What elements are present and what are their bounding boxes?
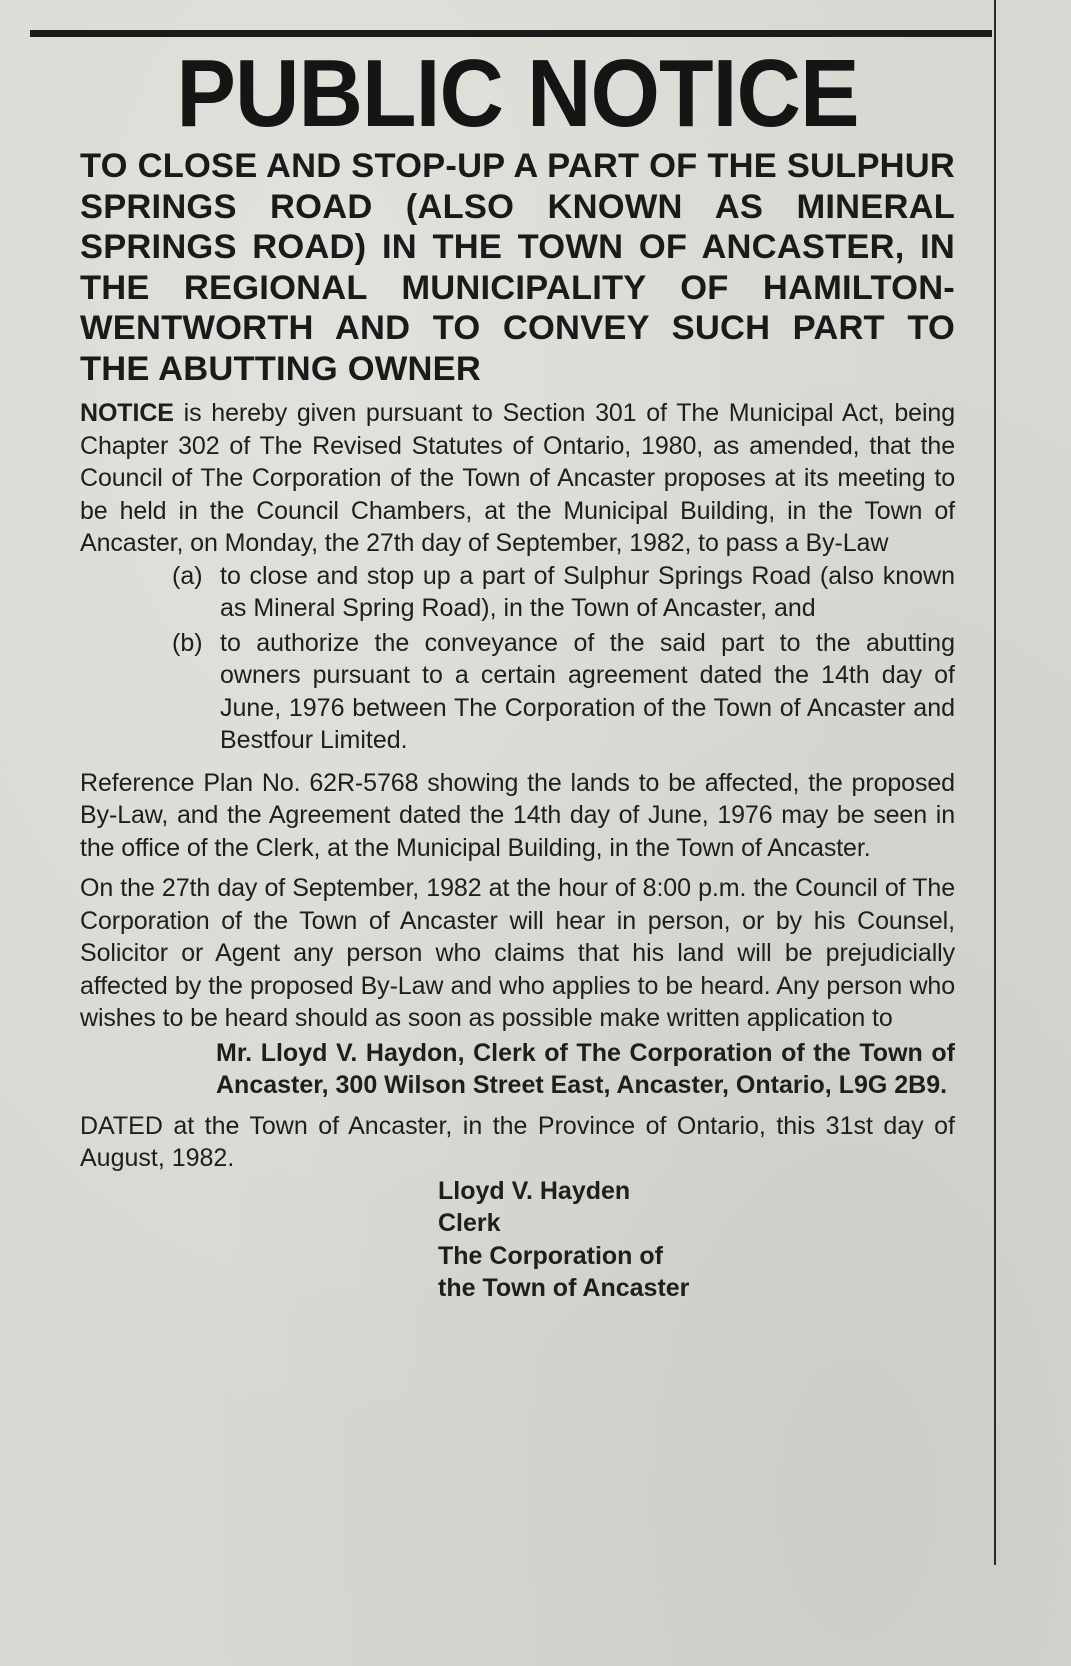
top-rule bbox=[30, 30, 992, 37]
bylaw-item-b bbox=[80, 627, 955, 757]
intro-text: is hereby given pursuant to Section 301 of The Municipal Act, being Chapter 302 of The Revised Statutes of Ontario, 1980, as amended, that the Council of The Corporation of the Town of Ancaster proposes at its meeting to be held in the Council Chambers, at the Municipal Building, in the Town of Ancaster, on Monday, the 27th day of September, 1982, to pass a By-Law bbox=[80, 399, 955, 557]
reference-paragraph: Reference Plan No. 62R-5768 showing the lands to be affected, the proposed By-Law, and the Agreement dated the 14th day of June, 1976 may be seen in the office of the Clerk, at the Municipal Building, in the Town of Ancaster. bbox=[80, 768, 955, 862]
notice-subheadline: TO CLOSE AND STOP-UP A PART OF THE SULPHUR SPRINGS ROAD (ALSO KNOWN AS MINERAL SPRINGS ROAD) IN THE TOWN OF ANCASTER, IN THE REGIONAL MUNICIPALITY OF HAMILTON-WENTWORTH AND TO CONVEY SUCH PART TO THE ABUTTING OWNER bbox=[80, 147, 955, 388]
signature-block bbox=[438, 1175, 955, 1305]
public-notice bbox=[80, 40, 955, 1305]
signature-title: Clerk bbox=[438, 1209, 501, 1237]
hearing-paragraph: On the 27th day of September, 1982 at the hour of 8:00 p.m. the Council of The Corporation of the Town of Ancaster will hear in person, or by his Counsel, Solicitor or Agent any person who claims that his land will be prejudicially affected by the proposed By-Law and who applies to be heard. Any person who wishes to be heard should as soon as possible make written application to bbox=[80, 874, 955, 1032]
signature-org-line-1: The Corporation of bbox=[438, 1241, 663, 1270]
column-rule bbox=[994, 0, 996, 1565]
bylaw-item-a bbox=[80, 560, 955, 625]
item-text: to close and stop up a part of Sulphur Springs Road (also known as Mineral Spring Road), in the Town of Ancaster, and bbox=[220, 561, 955, 622]
clerk-address: Mr. Lloyd V. Haydon, Clerk of The Corporation of the Town of Ancaster, 300 Wilson Street East, Ancaster, Ontario, L9G 2B9. bbox=[216, 1038, 955, 1099]
item-text: to authorize the conveyance of the said part to the abutting owners pursuant to a certain agreement dated the 14th day of June, 1976 between The Corporation of the Town of Ancaster and Bestfour Limited. bbox=[220, 628, 955, 754]
signature-org-line-2: the Town of Ancaster bbox=[438, 1274, 690, 1302]
item-marker: (a) bbox=[172, 561, 203, 590]
dated-line: DATED at the Town of Ancaster, in the Province of Ontario, this 31st day of August, 1982. bbox=[80, 1111, 955, 1172]
item-marker: (b) bbox=[172, 628, 203, 657]
bylaw-items bbox=[80, 560, 955, 757]
notice-headline: PUBLIC NOTICE bbox=[176, 40, 859, 147]
signature-name: Lloyd V. Hayden bbox=[438, 1176, 631, 1205]
intro-lead-word: NOTICE bbox=[80, 399, 174, 427]
intro-paragraph bbox=[80, 397, 955, 560]
